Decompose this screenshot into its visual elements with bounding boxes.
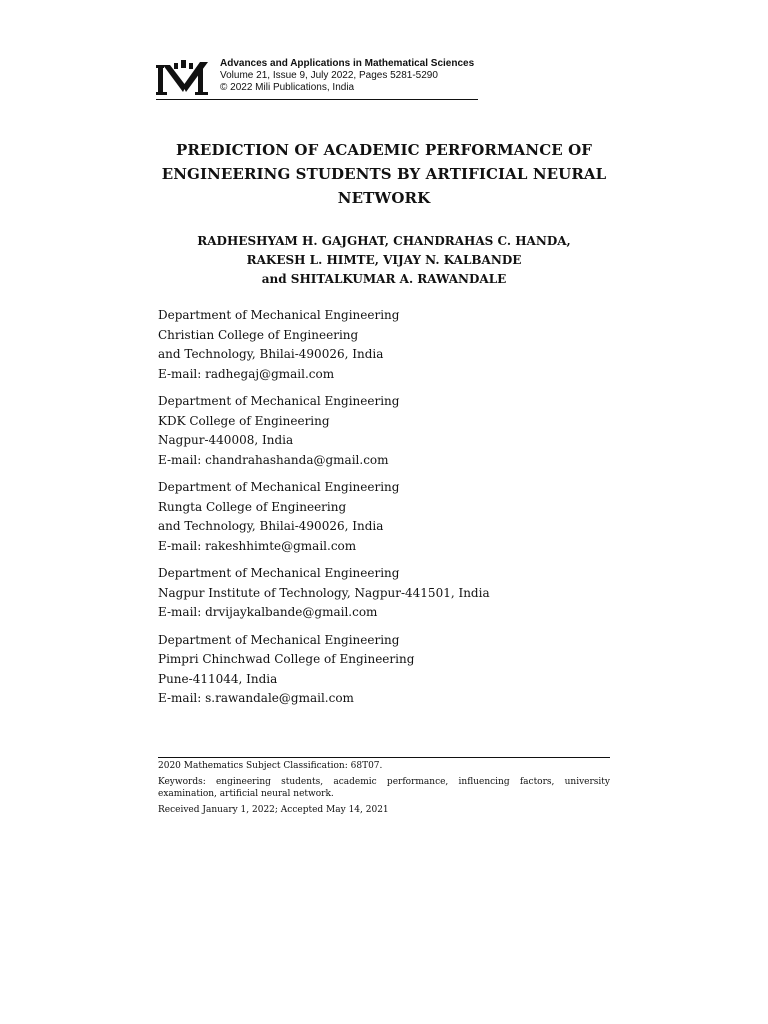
author-line: RAKESH L. HIMTE, VIJAY N. KALBANDE (246, 253, 522, 267)
affiliation-department: Department of Mechanical Engineering (158, 480, 400, 494)
footnote-divider (158, 757, 610, 758)
keywords: Keywords: engineering students, academic performance, influencing factors, university examination, artificial neural network. (158, 777, 610, 799)
affiliation-block (158, 306, 618, 384)
affiliation-email: E-mail: radhegaj@gmail.com (158, 366, 335, 381)
affiliation-institution: Nagpur Institute of Technology, Nagpur-441501, India (158, 585, 490, 600)
affiliation-institution: Christian College of Engineering (158, 327, 359, 342)
affiliation-email: E-mail: chandrahashanda@gmail.com (158, 452, 389, 467)
affiliation-institution: KDK College of Engineering (158, 413, 330, 428)
affiliation-block (158, 392, 618, 470)
affiliation-block (158, 631, 618, 709)
journal-volume: Volume 21, Issue 9, July 2022, Pages 5281-5290 (220, 70, 438, 81)
footnote (158, 757, 610, 820)
journal-header (156, 58, 478, 100)
title-line: NETWORK (337, 189, 431, 207)
affiliation-institution: Rungta College of Engineering (158, 499, 347, 514)
mili-publications-logo-icon (156, 60, 212, 98)
journal-name: Advances and Applications in Mathematical Sciences (220, 58, 475, 69)
paper-title (150, 138, 618, 210)
affiliation-address: and Technology, Bhilai-490026, India (158, 519, 384, 533)
affiliation-department: Department of Mechanical Engineering (158, 308, 400, 322)
author-line: and SHITALKUMAR A. RAWANDALE (261, 272, 507, 286)
affiliation-department: Department of Mechanical Engineering (158, 566, 400, 580)
affiliation-email: E-mail: rakeshhimte@gmail.com (158, 538, 357, 553)
title-line: PREDICTION OF ACADEMIC PERFORMANCE OF (175, 141, 593, 159)
affiliation-email: E-mail: s.rawandale@gmail.com (158, 691, 354, 705)
author-line: RADHESHYAM H. GAJGHAT, CHANDRAHAS C. HANDA, (197, 234, 571, 248)
received-accepted-dates: Received January 1, 2022; Accepted May 14, 2021 (158, 805, 389, 815)
journal-copyright: © 2022 Mili Publications, India (220, 82, 355, 93)
affiliation-department: Department of Mechanical Engineering (158, 632, 400, 647)
affiliation-department: Department of Mechanical Engineering (158, 394, 400, 408)
affiliation-address: Nagpur-440008, India (158, 433, 294, 447)
title-line: ENGINEERING STUDENTS BY ARTIFICIAL NEURAL (161, 165, 607, 183)
affiliation-institution: Pimpri Chinchwad College of Engineering (158, 652, 415, 666)
affiliation-email: E-mail: drvijaykalbande@gmail.com (158, 605, 378, 619)
journal-info (220, 58, 474, 94)
subject-classification: 2020 Mathematics Subject Classification: 68T07. (158, 761, 383, 771)
affiliation-address: Pune-411044, India (158, 671, 278, 686)
author-list (150, 232, 618, 289)
affiliation-list (158, 306, 618, 717)
affiliation-address: and Technology, Bhilai-490026, India (158, 347, 384, 361)
affiliation-block (158, 478, 618, 556)
header-divider (156, 99, 478, 100)
affiliation-block (158, 564, 618, 623)
